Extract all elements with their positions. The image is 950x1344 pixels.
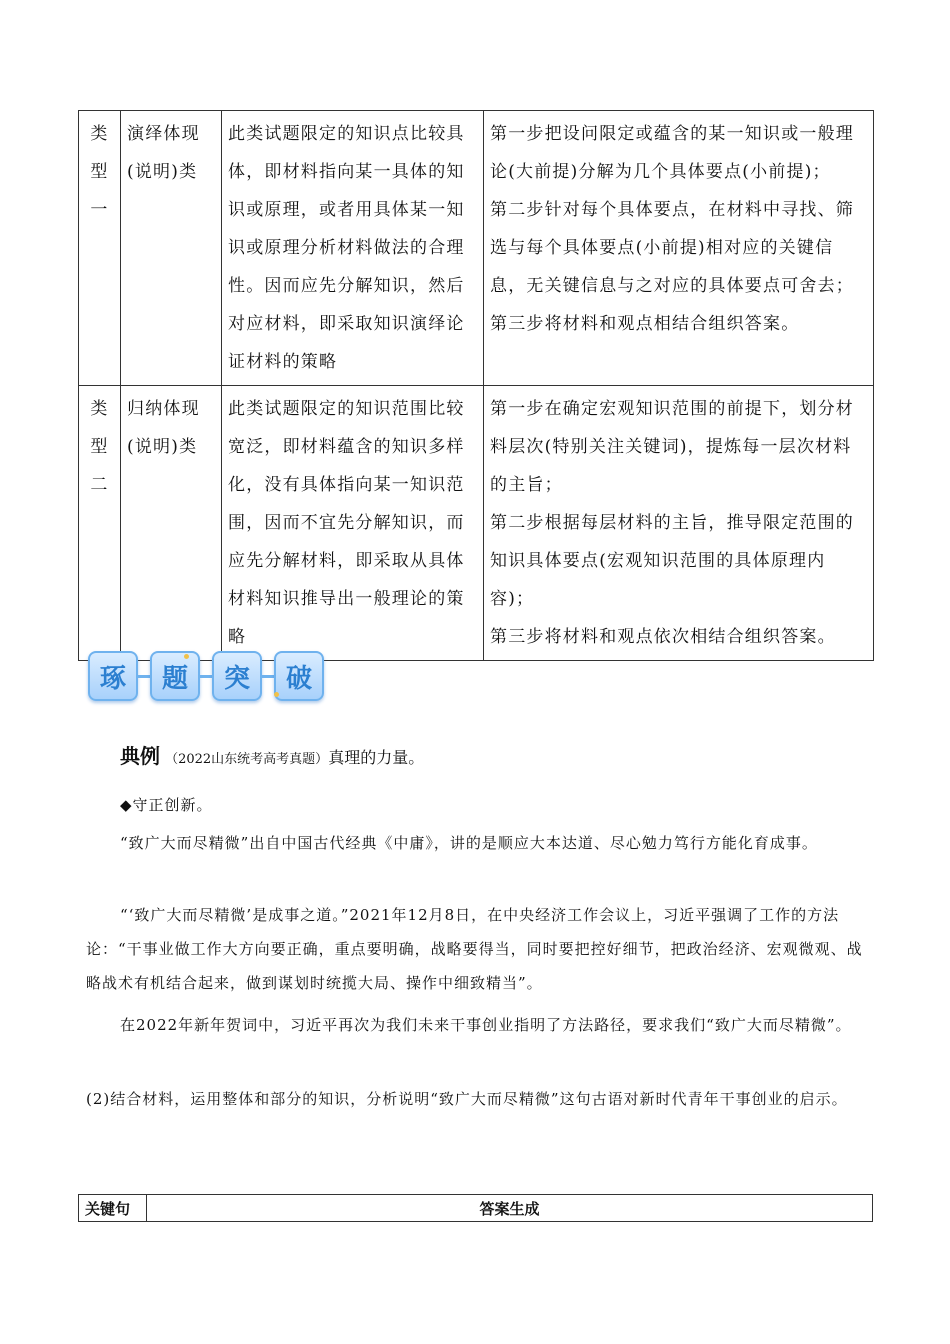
answer-header-right: 答案生成 [147, 1195, 873, 1222]
type-char: 二 [90, 475, 109, 495]
type-description: 此类试题限定的知识范围比较宽泛，即材料蕴含的知识多样化，没有具体指向某一知识范围，因而不宜先分解知识，而应先分解材料，即采取从具体材料知识推导出一般理论的策略 [222, 386, 484, 661]
table-row [79, 1195, 873, 1222]
badge-tile: 突 [212, 651, 262, 701]
type-name: 归纳体现(说明)类 [121, 386, 222, 661]
example-title: 真理的力量。 [328, 748, 425, 767]
example-lead: 典例 [120, 744, 160, 768]
step-text: 第二步根据每层材料的主旨，推导限定范围的知识具体要点(宏观知识范围的具体原理内容)； [490, 513, 854, 609]
type-char: 型 [90, 162, 109, 182]
badge-connector [262, 675, 274, 678]
step-text: 第二步针对每个具体要点，在材料中寻找、筛选与每个具体要点(小前提)相对应的关键信息，无关键信息与之对应的具体要点可舍去； [490, 200, 854, 296]
question-types-table [78, 110, 874, 661]
bullet-heading: ◆守正创新。 [120, 796, 213, 814]
badge-connector [138, 675, 150, 678]
table-row [79, 386, 874, 661]
type-char: 类 [90, 399, 109, 419]
type-char: 类 [90, 124, 109, 144]
material-paragraph: 在2022年新年贺词中，习近平再次为我们未来干事创业指明了方法路径，要求我们“致广大而尽精微”。 [120, 1016, 852, 1034]
answer-table [78, 1194, 873, 1222]
type-char: 一 [90, 200, 109, 220]
section-badge [88, 650, 324, 702]
badge-tile: 琢 [88, 651, 138, 701]
type-steps [484, 111, 874, 386]
badge-connector [200, 675, 212, 678]
type-steps [484, 386, 874, 661]
step-text: 第三步将材料和观点相结合组织答案。 [490, 314, 800, 334]
question-text: (2)结合材料，运用整体和部分的知识，分析说明“致广大而尽精微”这句古语对新时代青年干事创业的启示。 [86, 1090, 848, 1108]
badge-tile: 破 [274, 651, 324, 701]
type-label [79, 386, 121, 661]
material-paragraph: “致广大而尽精微”出自中国古代经典《中庸》，讲的是顺应大本达道、尽心勉力笃行方能化育成事。 [120, 834, 818, 852]
step-text: 第一步在确定宏观知识范围的前提下，划分材料层次(特别关注关键词)，提炼每一层次材料的主旨； [490, 399, 854, 495]
step-text: 第一步把设问限定或蕴含的某一知识或一般理论(大前提)分解为几个具体要点(小前提)； [490, 124, 854, 182]
material-paragraph: “‘致广大而尽精微’是成事之道。”2021年12月8日，在中央经济工作会议上，习近平强调了工作的方法论：“干事业做工作大方向要正确，重点要明确，战略要得当，同时要把控好细节，把政治经济、宏观微观、战略战术有机结合起来，做到谋划时统揽大局、操作中细致精当”。 [86, 906, 863, 992]
example-heading [120, 740, 424, 769]
type-name: 演绎体现(说明)类 [121, 111, 222, 386]
example-source: （2022山东统考高考真题） [165, 752, 329, 767]
sparkle-icon [184, 654, 189, 659]
step-text: 第三步将材料和观点依次相结合组织答案。 [490, 627, 836, 647]
type-char: 型 [90, 437, 109, 457]
table-row [79, 111, 874, 386]
sparkle-icon [274, 692, 279, 697]
answer-header-left: 关键句 [79, 1195, 147, 1222]
badge-tile: 题 [150, 651, 200, 701]
type-description: 此类试题限定的知识点比较具体，即材料指向某一具体的知识或原理，或者用具体某一知识或原理分析材料做法的合理性。因而应先分解知识，然后对应材料，即采取知识演绎论证材料的策略 [222, 111, 484, 386]
type-label [79, 111, 121, 386]
